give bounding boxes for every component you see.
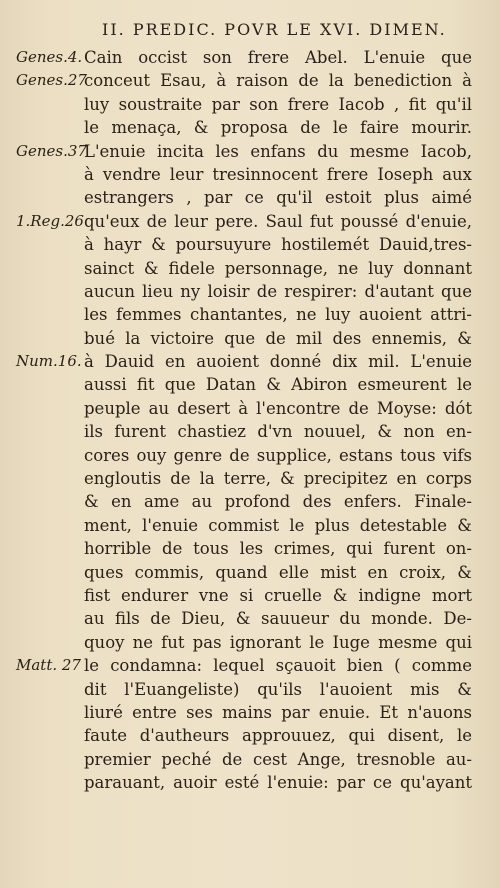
line-text: engloutis de la terre, & precipitez en corps	[84, 469, 472, 489]
text-line	[0, 771, 500, 794]
text-line	[0, 350, 500, 373]
margin-reference: 1.Reg.26	[16, 211, 84, 230]
text-line	[0, 631, 500, 654]
text-line	[0, 93, 500, 116]
line-text: au fils de Dieu, & sauueur du monde. De-	[84, 609, 472, 629]
text-line	[0, 654, 500, 677]
text-line	[0, 420, 500, 443]
text-line	[0, 233, 500, 256]
text-line	[0, 373, 500, 396]
line-text: fist endurer vne si cruelle & indigne mort	[84, 585, 472, 605]
margin-reference: Genes.27	[16, 71, 87, 90]
line-text: L'enuie incita les enfans du mesme Iacob,	[84, 141, 472, 161]
line-text: premier peché de cest Ange, tresnoble au-	[84, 749, 472, 769]
text-line	[0, 607, 500, 630]
line-text: cores ouy genre de supplice, estans tous vifs	[84, 445, 472, 465]
margin-reference: Genes.4.	[16, 48, 83, 66]
line-text: conceut Esau, à raison de la benediction à	[84, 71, 472, 91]
line-text: à vendre leur tresinnocent frere Ioseph aux	[84, 164, 472, 184]
margin-reference: Num.16.	[16, 352, 82, 371]
line-text: qu'eux de leur pere. Saul fut poussé d'enuie,	[84, 211, 472, 231]
text-line	[0, 327, 500, 350]
line-text: le menaça, & proposa de le faire mourir.	[84, 118, 472, 138]
line-text: horrible de tous les crimes, qui furent on-	[84, 539, 472, 559]
line-text: le condamna: lequel sçauoit bien ( comme	[84, 656, 472, 676]
text-line	[0, 116, 500, 139]
text-line	[0, 444, 500, 467]
text-line	[0, 46, 500, 69]
line-text: estrangers , par ce qu'il estoit plus aimé	[84, 188, 472, 208]
running-header: II. PREDIC. POVR LE XVI. DIMEN.	[102, 20, 447, 39]
line-text: luy soustraite par son frere Iacob , fit qu'il	[84, 94, 472, 114]
text-line	[0, 514, 500, 537]
text-line	[0, 140, 500, 163]
line-text: Cain occist son frere Abel. L'enuie que	[84, 48, 472, 67]
text-line	[0, 303, 500, 326]
text-line	[0, 490, 500, 513]
text-line	[0, 748, 500, 771]
line-text: ques commis, quand elle mist en croix, &	[84, 562, 472, 582]
text-line	[0, 210, 500, 233]
text-line	[0, 163, 500, 186]
line-text: ment, l'enuie commist le plus detestable &	[84, 515, 472, 535]
line-text: & en ame au profond des enfers. Finale-	[84, 492, 472, 512]
line-text: ils furent chastiez d'vn nouuel, & non en-	[84, 422, 472, 442]
text-line	[0, 397, 500, 420]
line-text: liuré entre ses mains par enuie. Et n'auons	[84, 702, 472, 722]
text-line	[0, 467, 500, 490]
text-line	[0, 257, 500, 280]
line-text: parauant, auoir esté l'enuie: par ce qu'ayant	[84, 773, 472, 793]
text-line	[0, 537, 500, 560]
line-text: peuple au desert à l'encontre de Moyse: dót	[84, 398, 472, 418]
line-text: dit l'Euangeliste) qu'ils l'auoient mis &	[84, 679, 472, 699]
line-text: quoy ne fut pas ignorant le Iuge mesme qui	[84, 632, 472, 652]
line-text: bué la victoire que de mil des ennemis, &	[84, 328, 472, 348]
text-line	[0, 69, 500, 92]
line-text: sainct & fidele personnage, ne luy donnant	[84, 258, 472, 278]
line-text: aussi fit que Datan & Abiron esmeurent le	[84, 375, 472, 395]
text-body	[0, 46, 500, 795]
text-line	[0, 724, 500, 747]
text-line	[0, 701, 500, 724]
margin-reference: Matt. 27	[16, 656, 81, 675]
line-text: à Dauid en auoient donné dix mil. L'enuie	[84, 352, 472, 372]
text-line	[0, 678, 500, 701]
line-text: les femmes chantantes, ne luy auoient attri-	[84, 305, 472, 325]
text-line	[0, 280, 500, 303]
line-text: à hayr & poursuyure hostilemét Dauid,tres-	[84, 235, 472, 255]
line-text: aucun lieu ny loisir de respirer: d'autant que	[84, 281, 472, 301]
line-text: faute d'autheurs approuuez, qui disent, le	[84, 726, 472, 746]
text-line	[0, 584, 500, 607]
margin-reference: Genes.37	[16, 141, 87, 160]
text-line	[0, 186, 500, 209]
text-line	[0, 561, 500, 584]
